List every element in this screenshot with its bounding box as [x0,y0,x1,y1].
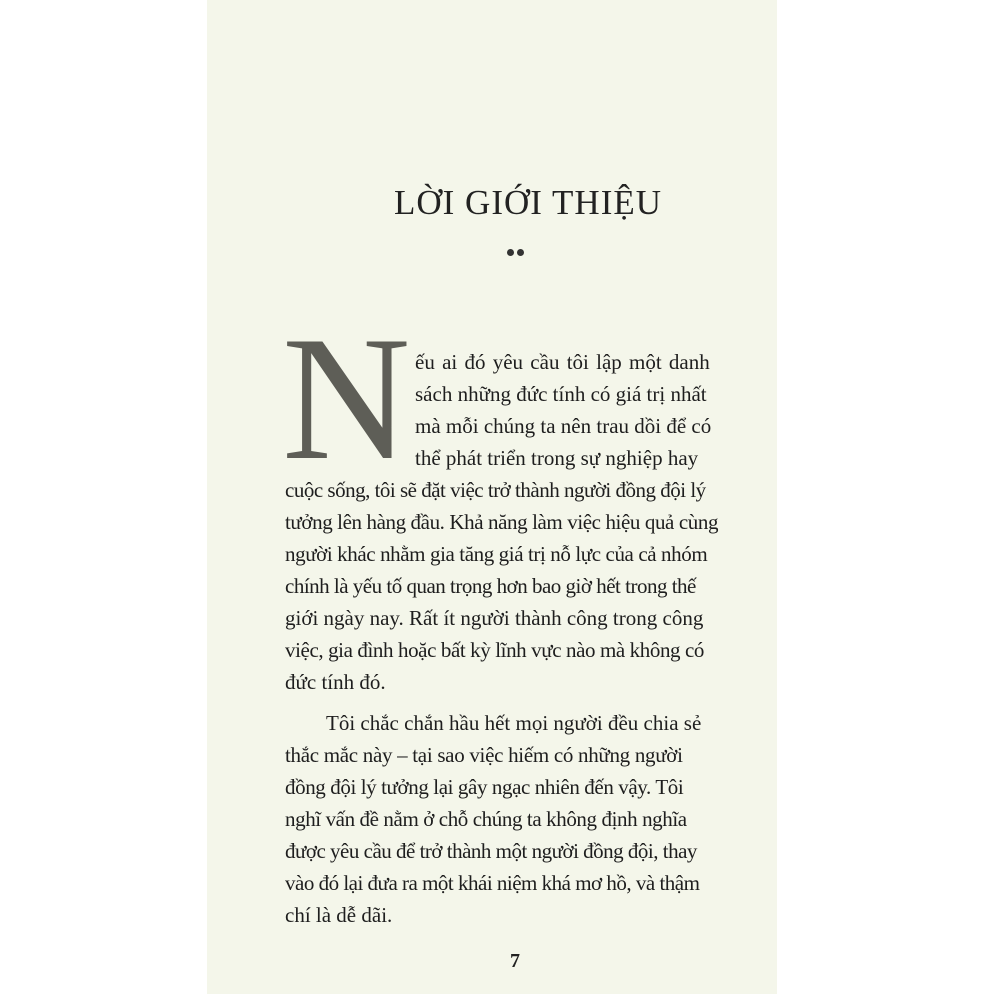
text-line: mà mỗi chúng ta nên trau dồi để có [415,414,712,438]
text-line: ếu ai đó yêu cầu tôi lập một danh [415,350,710,374]
text-line: đức tính đó. [285,670,386,694]
text-line: chí là dễ dãi. [285,903,393,927]
text-line: giới ngày nay. Rất ít người thành công trong công [285,606,704,630]
text-line: sách những đức tính có giá trị nhất [415,382,707,406]
text-line: vào đó lại đưa ra một khái niệm khá mơ hồ, và thậm [285,871,700,895]
text-line: người khác nhằm gia tăng giá trị nỗ lực của cả nhóm [285,542,708,566]
text-line: đồng đội lý tưởng lại gây ngạc nhiên đến vậy. Tôi [285,775,684,799]
text-line: thắc mắc này – tại sao việc hiếm có những người [285,743,683,767]
text-line: cuộc sống, tôi sẽ đặt việc trở thành người đồng đội lý [285,478,706,502]
text-line: chính là yếu tố quan trọng hơn bao giờ hết trong thế [285,574,696,598]
drop-cap: N [282,299,411,497]
text-line: được yêu cầu để trở thành một người đồng đội, thay [285,839,697,863]
text-line: Tôi chắc chắn hầu hết mọi người đều chia sẻ [326,711,702,735]
ornament-dot [507,249,514,256]
text-line: tưởng lên hàng đầu. Khả năng làm việc hiệu quả cùng [285,510,719,534]
text-line: việc, gia đình hoặc bất kỳ lĩnh vực nào mà không có [285,638,705,662]
text-line: thể phát triển trong sự nghiệp hay [415,446,699,470]
text-line: nghĩ vấn đề nằm ở chỗ chúng ta không định nghĩa [285,807,687,831]
ornament-dot [517,249,524,256]
page-number: 7 [510,950,520,972]
chapter-title: LỜI GIỚI THIỆU [394,183,663,222]
